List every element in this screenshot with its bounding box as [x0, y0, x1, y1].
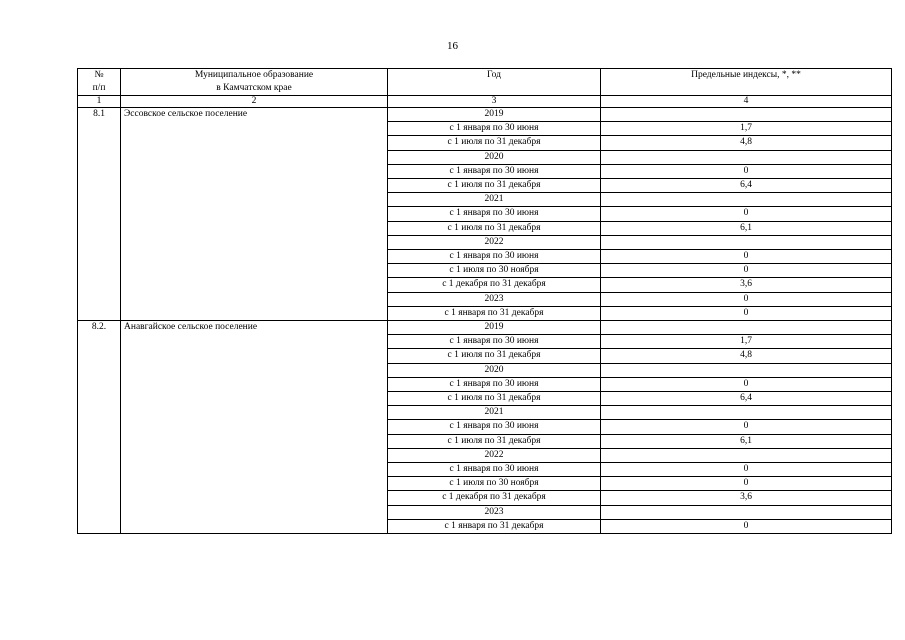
period-cell: 2023 [388, 292, 601, 306]
column-number: 2 [121, 96, 388, 108]
price-index-table [77, 68, 892, 534]
header-municipality [121, 69, 388, 96]
period-cell: с 1 января по 30 июня [388, 463, 601, 477]
section-number: 8.2. [78, 321, 121, 534]
index-value-cell: 0 [601, 519, 892, 533]
header-municipality-line2: в Камчатском крае [216, 83, 292, 93]
index-value-cell: 0 [601, 250, 892, 264]
index-value-cell: 6,4 [601, 179, 892, 193]
period-cell: с 1 января по 31 декабря [388, 306, 601, 320]
period-cell: с 1 июля по 31 декабря [388, 434, 601, 448]
period-cell: 2021 [388, 193, 601, 207]
index-value-cell [601, 193, 892, 207]
index-value-cell [601, 150, 892, 164]
index-value-cell: 6,4 [601, 392, 892, 406]
index-value-cell [601, 448, 892, 462]
period-cell: с 1 июля по 31 декабря [388, 349, 601, 363]
index-value-cell: 0 [601, 264, 892, 278]
index-value-cell: 1,7 [601, 335, 892, 349]
period-cell: с 1 января по 30 июня [388, 122, 601, 136]
section-number: 8.1 [78, 108, 121, 321]
index-value-cell [601, 235, 892, 249]
index-value-cell: 0 [601, 292, 892, 306]
header-number-line1: № [94, 70, 104, 80]
header-number-line2: п/п [92, 83, 106, 93]
header-number [78, 69, 121, 96]
index-value-cell [601, 108, 892, 122]
period-cell: с 1 июля по 30 ноября [388, 477, 601, 491]
index-value-cell: 0 [601, 207, 892, 221]
header-year: Год [388, 69, 601, 96]
index-value-cell [601, 321, 892, 335]
page-number: 16 [447, 40, 458, 52]
table-row [78, 321, 892, 335]
index-value-cell: 3,6 [601, 278, 892, 292]
period-cell: с 1 декабря по 31 декабря [388, 491, 601, 505]
index-value-cell: 6,1 [601, 434, 892, 448]
index-value-cell: 3,6 [601, 491, 892, 505]
index-value-cell: 0 [601, 164, 892, 178]
period-cell: 2019 [388, 108, 601, 122]
index-value-cell: 4,8 [601, 136, 892, 150]
period-cell: с 1 января по 30 июня [388, 377, 601, 391]
period-cell: с 1 июля по 31 декабря [388, 136, 601, 150]
period-cell: с 1 июля по 31 декабря [388, 392, 601, 406]
column-number: 4 [601, 96, 892, 108]
table-body [78, 69, 892, 534]
column-number: 3 [388, 96, 601, 108]
index-value-cell [601, 363, 892, 377]
period-cell: 2020 [388, 363, 601, 377]
index-value-cell: 0 [601, 463, 892, 477]
header-row [78, 69, 892, 96]
index-value-cell: 1,7 [601, 122, 892, 136]
period-cell: с 1 января по 30 июня [388, 250, 601, 264]
period-cell: с 1 января по 30 июня [388, 335, 601, 349]
table-row [78, 108, 892, 122]
municipality-name: Анавгайское сельское поселение [121, 321, 388, 534]
index-value-cell [601, 505, 892, 519]
municipality-name: Эссовское сельское поселение [121, 108, 388, 321]
period-cell: с 1 января по 30 июня [388, 420, 601, 434]
index-value-cell: 6,1 [601, 221, 892, 235]
column-number: 1 [78, 96, 121, 108]
index-value-cell: 0 [601, 377, 892, 391]
column-numbers-row [78, 96, 892, 108]
period-cell: с 1 июля по 31 декабря [388, 179, 601, 193]
period-cell: с 1 июля по 30 ноября [388, 264, 601, 278]
index-value-cell: 0 [601, 420, 892, 434]
header-municipality-line1: Муниципальное образование [194, 70, 314, 80]
period-cell: 2022 [388, 448, 601, 462]
period-cell: с 1 июля по 31 декабря [388, 221, 601, 235]
period-cell: с 1 декабря по 31 декабря [388, 278, 601, 292]
period-cell: 2023 [388, 505, 601, 519]
period-cell: 2021 [388, 406, 601, 420]
period-cell: 2022 [388, 235, 601, 249]
period-cell: 2020 [388, 150, 601, 164]
index-value-cell [601, 406, 892, 420]
index-value-cell: 0 [601, 306, 892, 320]
index-value-cell: 4,8 [601, 349, 892, 363]
header-indices: Предельные индексы, *, ** [601, 69, 892, 96]
period-cell: с 1 января по 31 декабря [388, 519, 601, 533]
period-cell: 2019 [388, 321, 601, 335]
index-value-cell: 0 [601, 477, 892, 491]
period-cell: с 1 января по 30 июня [388, 164, 601, 178]
period-cell: с 1 января по 30 июня [388, 207, 601, 221]
